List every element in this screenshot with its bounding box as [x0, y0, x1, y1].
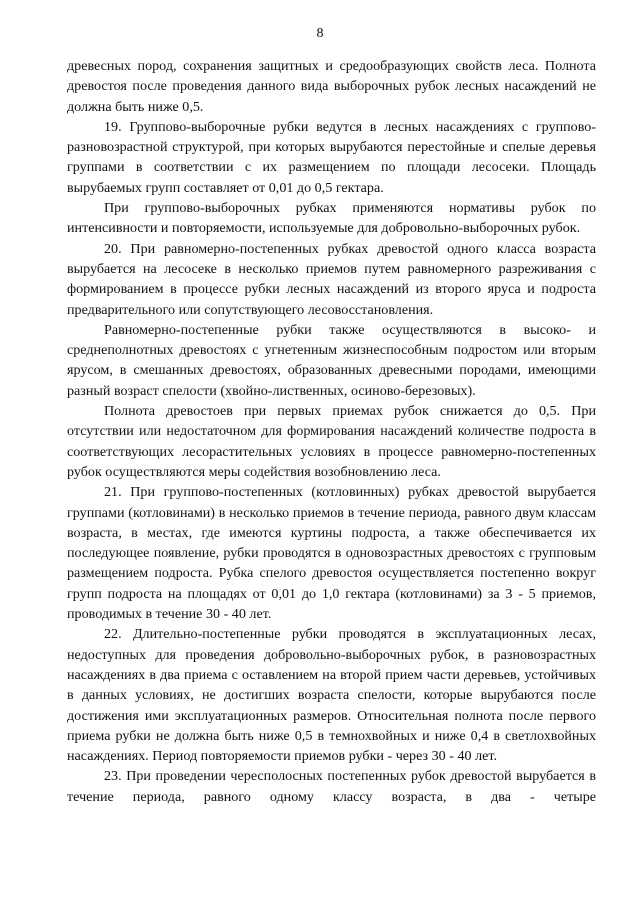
paragraph-23: 23. При проведении чересполосных постепенных рубок древостой вырубается в течение периода, равного одному классу возраста, в два - четыре	[67, 768, 596, 805]
paragraph-20-density: Полнота древостоев при первых приемах рубок снижается до 0,5. При отсутствии или недостаточном для формирования насаждений количестве подроста в соответствующих лесорастительных условиях в процессе равномерно-постепенных рубок осуществляются меры содействия возобновлению леса.	[67, 403, 596, 480]
paragraph-19-norms: При группово-выборочных рубках применяются нормативы рубок по интенсивности и повторяемости, используемые для добровольно-выборочных рубок.	[67, 200, 596, 237]
page-number: 8	[316, 26, 324, 41]
paragraph-continuation: древесных пород, сохранения защитных и средообразующих свойств леса. Полнота древостоя после проведения данного вида выборочных рубок лесных насаждений не должна быть ниже 0,5.	[67, 58, 596, 115]
paragraph-20-application: Равномерно-постепенные рубки также осуществляются в высоко- и среднеполнотных древостоях с угнетенным жизнеспособным подростом или вторым ярусом, в смешанных древостоях, образованных древесными породами, имеющими разный возраст спелости (хвойно-лиственных, осиново-березовых).	[67, 321, 596, 399]
paragraph-20: 20. При равномерно-постепенных рубках древостой одного класса возраста вырубается на лесосеке в несколько приемов путем равномерного разреживания с формированием в процессе рубки лесных насаждений из второго яруса и подроста предварительного или сопутствующего лесовосстановления.	[67, 240, 596, 318]
paragraph-19: 19. Группово-выборочные рубки ведутся в лесных насаждениях с группово-разновозрастной структурой, при которых вырубаются перестойные и спелые деревья группами в соответствии с их размещением по площади лесосеки. Площадь вырубаемых групп составляет от 0,01 до 0,5 гектара.	[67, 118, 596, 196]
paragraph-22: 22. Длительно-постепенные рубки проводятся в эксплуатационных лесах, недоступных для проведения добровольно-выборочных рубок, в разновозрастных насаждениях в два приема с оставлением на второй прием части деревьев, устойчивых в данных условиях, не достигших возраста спелости, которые вырубаются после достижения ими эксплуатационных размеров. Относительная полнота после первого приема рубки не должна быть ниже 0,5 в темнохвойных и ниже 0,4 в светлохвойных насаждениях. Период повторяемости приемов рубки - через 30 - 40 лет.	[67, 626, 596, 765]
document-body	[67, 56, 596, 807]
paragraph-21: 21. При группово-постепенных (котловинных) рубках древостой вырубается группами (котловинами) в несколько приемов в течение периода, равного двум классам возраста, в местах, где имеются куртины подроста, а также обеспечивается их последующее появление, рубки проводятся в одновозрастных древостоях с групповым размещением подроста. Рубка спелого древостоя осуществляется постепенно вокруг групп подроста на площадях от 0,01 до 1,0 гектара (котловинами) за 3 - 5 приемов, проводимых в течение 30 - 40 лет.	[67, 484, 596, 623]
